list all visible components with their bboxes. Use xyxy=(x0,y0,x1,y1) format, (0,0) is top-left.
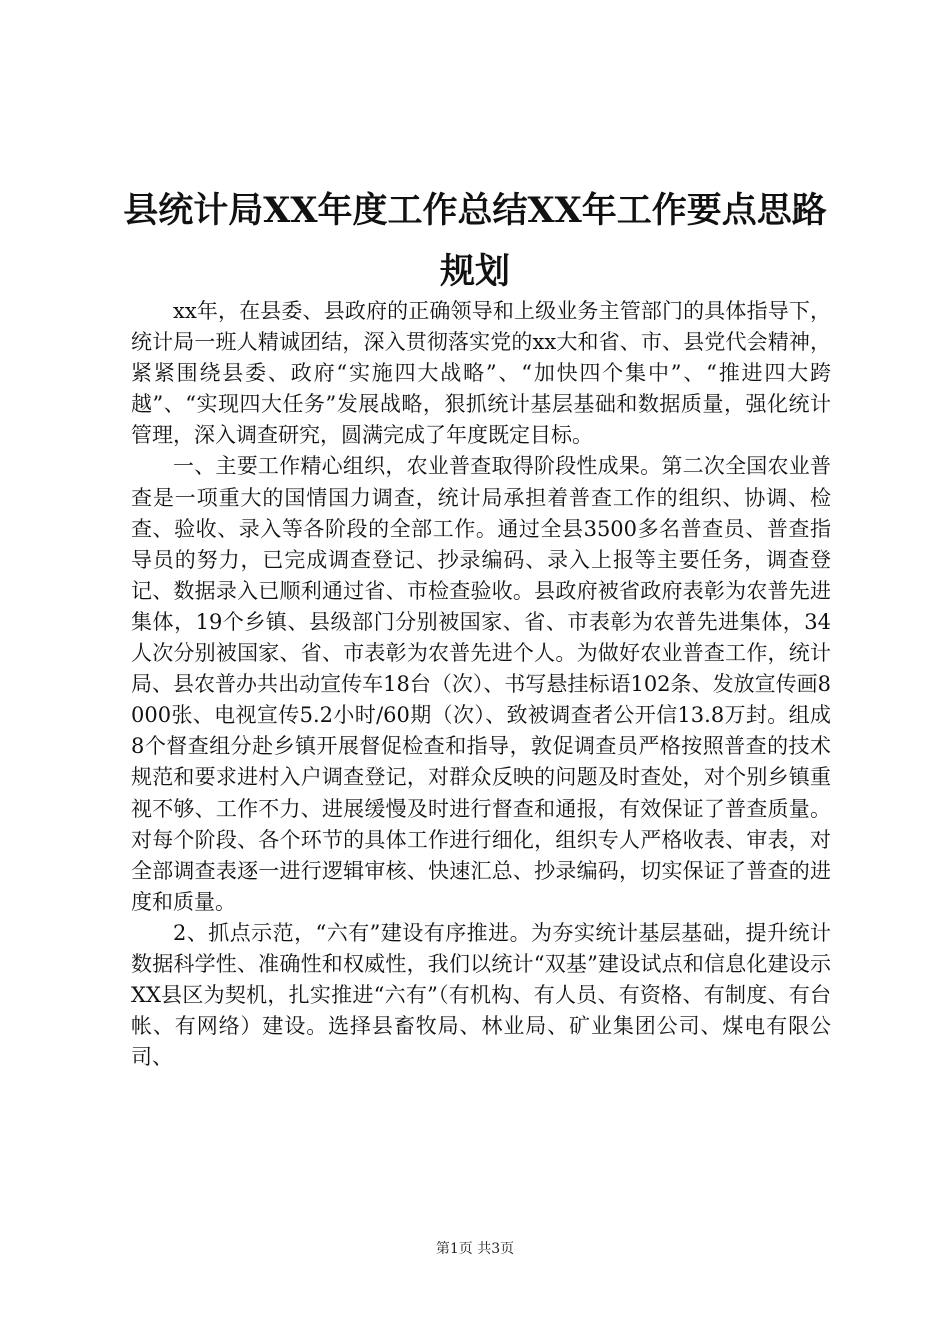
page-footer: 第1页 共3页 xyxy=(435,1241,515,1257)
document-title: 县统计局XX年度工作总结XX年工作要点思路规划 xyxy=(123,190,827,292)
paragraph-intro: xx年，在县委、县政府的正确领导和上级业务主管部门的具体指导下，统计局一班人精诚团结，深入贯彻落实党的xx大和省、市、县党代会精神，紧紧围绕县委、政府“实施四大战略”、“加快四个集中”、“推进四大跨越”、“实现四大任务”发展战略，狠抓统计基层基础和数据质量，强化统计管理，深入调查研究，圆满完成了年度既定目标。 xyxy=(131,299,831,448)
document-body xyxy=(131,296,831,1073)
paragraph-six-have-construction: 2、抓点示范，“六有”建设有序推进。为夯实统计基层基础，提升统计数据科学性、准确性和权威性，我们以统计“双基”建设试点和信息化建设示XX县区为契机，扎实推进“六有”（有机构、有人员、有资格、有制度、有台帐、有网络）建设。选择县畜牧局、林业局、矿业集团公司、煤电有限公司、 xyxy=(131,920,831,1070)
paragraph-agricultural-census: 一、主要工作精心组织，农业普查取得阶段性成果。第二次全国农业普查是一项重大的国情国力调查，统计局承担着普查工作的组织、协调、检查、验收、录入等各阶段的全部工作。通过全县3500多名普查员、普查指导员的努力，已完成调查登记、抄录编码、录入上报等主要任务，调查登记、数据录入已顺利通过省、市检查验收。县政府被省政府表彰为农普先进集体，19个乡镇、县级部门分别被国家、省、市表彰为农普先进集体，34人次分别被国家、省、市表彰为农普先进个人。为做好农业普查工作，统计局、县农普办共出动宣传车18台（次）、书写悬挂标语102条、发放宣传画8000张、电视宣传5.2小时/60期（次）、致被调查者公开信13.8万封。组成8个督查组分赴乡镇开展督促检查和指导，敦促调查员严格按照普查的技术规范和要求进村入户调查登记，对群众反映的问题及时查处，对个别乡镇重视不够、工作不力、进展缓慢及时进行督查和通报，有效保证了普查质量。对每个阶段、各个环节的具体工作进行细化，组织专人严格收表、审表，对全部调查表逐一进行逻辑审核、快速汇总、抄录编码，切实保证了普查的进度和质量。 xyxy=(131,454,831,914)
